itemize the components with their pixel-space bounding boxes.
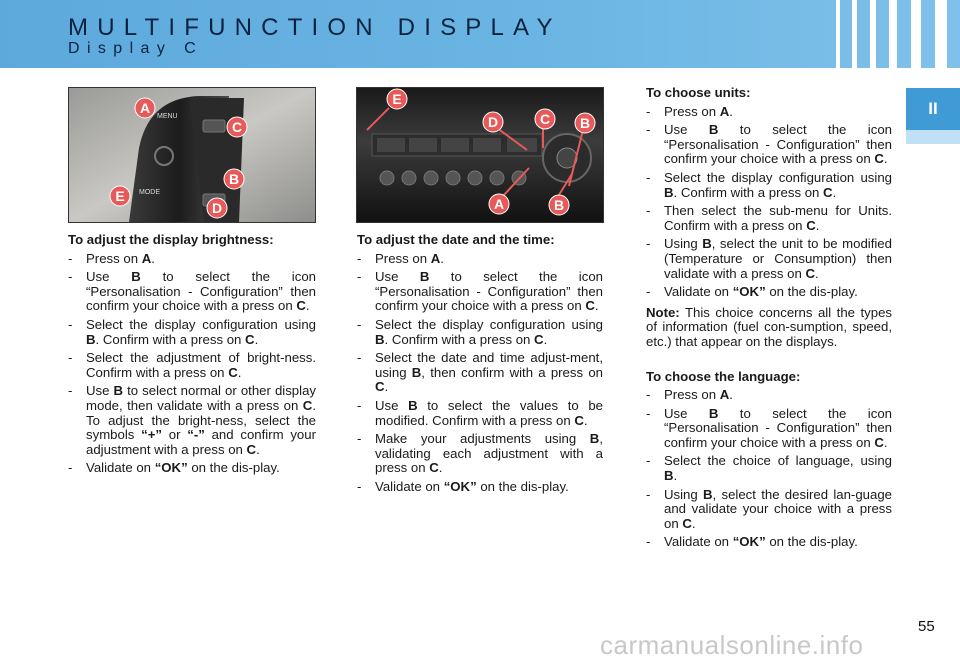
instruction-step: - Make your adjustments using B, validating each adjustment with a press on C. xyxy=(357,431,603,476)
page-number: 55 xyxy=(918,618,935,635)
key-reference: A xyxy=(719,387,730,403)
key-reference: B xyxy=(408,397,418,413)
key-reference: “OK” xyxy=(732,284,766,300)
instruction-step: - Use B to select the icon “Personalisation - Configuration” then confirm your choice with a press on C. xyxy=(68,269,316,314)
callout-b xyxy=(224,169,244,189)
callout-b xyxy=(575,113,595,133)
key-reference: C xyxy=(823,184,833,200)
menu-label: MENU xyxy=(157,113,178,120)
key-reference: C xyxy=(246,441,257,457)
instruction-step: - Using B, select the desired lan-guage and validate your choice with a press on C. xyxy=(646,486,892,531)
instruction-step: - Validate on “OK” on the dis-play. xyxy=(357,478,569,494)
stalk-control-illustration xyxy=(69,88,315,222)
dashboard-controls-photo xyxy=(356,87,604,223)
callout-a xyxy=(135,98,155,118)
callout-d xyxy=(483,112,503,132)
svg-text:A: A xyxy=(139,100,151,116)
svg-text:A: A xyxy=(493,196,505,212)
key-reference: C xyxy=(302,397,313,413)
note-text: This choice concerns all the types of information (fuel con-sumption, speed, etc.) that appear on the displays. xyxy=(646,304,892,349)
key-reference: B xyxy=(708,405,719,421)
instruction-step: - Select the date and time adjust-ment, using B, then confirm with a press on C. xyxy=(357,350,603,395)
header-stripe xyxy=(935,0,947,68)
instruction-step: - Press on A. xyxy=(646,387,733,403)
key-reference: B xyxy=(86,331,96,347)
key-reference: B xyxy=(589,431,600,447)
key-reference: B xyxy=(664,468,674,484)
callout-a xyxy=(489,194,509,214)
instruction-step: - Use B to select the icon “Personalisation - Configuration” then confirm your choice with a press on C. xyxy=(646,122,892,167)
datetime-steps xyxy=(357,252,603,495)
key-reference: C xyxy=(805,265,816,281)
list-dash: - xyxy=(646,453,651,469)
header-stripe xyxy=(852,0,857,68)
list-dash: - xyxy=(68,316,73,332)
watermark: carmanualsonline.info xyxy=(600,630,864,660)
key-reference: “OK” xyxy=(732,534,766,550)
svg-text:B: B xyxy=(228,171,240,187)
callout-e xyxy=(110,186,130,206)
list-dash: - xyxy=(357,316,362,332)
callout-d xyxy=(207,198,227,218)
instruction-step: - Select the display configuration using B. Confirm with a press on C. xyxy=(68,316,316,347)
key-reference: “OK” xyxy=(443,478,477,494)
language-heading: To choose the language: xyxy=(646,368,801,384)
callout-c xyxy=(227,117,247,137)
list-dash: - xyxy=(646,534,651,550)
key-reference: C xyxy=(228,364,238,380)
key-reference: C xyxy=(874,151,884,167)
units-steps xyxy=(646,105,892,300)
list-dash: - xyxy=(646,284,651,300)
key-reference: C xyxy=(585,298,595,314)
key-reference: B xyxy=(411,364,422,380)
key-reference: B xyxy=(419,269,430,285)
key-reference: “-” xyxy=(187,427,205,443)
key-reference: B xyxy=(702,236,712,252)
key-reference: C xyxy=(806,217,816,233)
key-reference: C xyxy=(682,515,692,531)
key-reference: C xyxy=(245,331,255,347)
key-reference: A xyxy=(141,250,152,266)
key-reference: A xyxy=(719,103,730,119)
header-stripe xyxy=(870,0,876,68)
key-reference: B xyxy=(131,269,141,285)
list-dash: - xyxy=(68,350,73,366)
list-dash: - xyxy=(646,405,651,421)
key-reference: “OK” xyxy=(154,460,188,476)
units-heading: To choose units: xyxy=(646,85,751,100)
mode-label: MODE xyxy=(139,189,160,196)
list-dash: - xyxy=(646,122,651,138)
instruction-step: - Select the adjustment of bright-ness. Confirm with a press on C. xyxy=(68,350,316,380)
list-dash: - xyxy=(646,236,651,252)
instruction-step: - Using B, select the unit to be modified (Temperature or Consumption) then validate with a press on C. xyxy=(646,236,892,281)
instruction-step: - Validate on “OK” on the dis-play. xyxy=(646,534,858,550)
key-reference: B xyxy=(113,383,124,399)
callout-e xyxy=(387,89,407,109)
section-tab xyxy=(906,88,960,130)
instruction-step: - Press on A. xyxy=(357,250,444,266)
instruction-step: - Validate on “OK” on the dis-play. xyxy=(646,284,858,300)
instruction-step: - Press on A. xyxy=(646,103,733,119)
list-dash: - xyxy=(357,350,362,366)
brightness-section xyxy=(68,233,316,480)
list-dash: - xyxy=(646,169,651,185)
key-reference: B xyxy=(708,122,719,138)
callout-c xyxy=(535,109,555,129)
instruction-step: - Select the display configuration using B. Confirm with a press on C. xyxy=(357,316,603,347)
svg-text:C: C xyxy=(539,111,551,127)
key-reference: C xyxy=(375,379,385,395)
list-dash: - xyxy=(68,460,73,476)
stalk-control-photo xyxy=(68,87,316,223)
units-section xyxy=(646,86,892,554)
instruction-step: - Use B to select the icon “Personalisation - Configuration” then confirm your choice with a press on C. xyxy=(646,405,892,450)
key-reference: “+” xyxy=(141,427,163,443)
key-reference: C xyxy=(874,434,884,450)
key-reference: A xyxy=(430,250,441,266)
units-note xyxy=(646,306,892,350)
callout-b-lower xyxy=(549,195,569,215)
svg-text:D: D xyxy=(487,114,499,130)
list-dash: - xyxy=(357,250,362,266)
instruction-step: - Press on A. xyxy=(68,250,155,266)
page-subtitle: Display C xyxy=(68,40,204,57)
svg-text:B: B xyxy=(553,197,565,213)
instruction-step: - Use B to select normal or other display mode, then validate with a press on C. To adjust the bright-ness, select the symbols “+” or “-” and confirm your adjustment with a press on C. xyxy=(68,383,316,457)
datetime-section xyxy=(357,233,603,499)
key-reference: B xyxy=(664,184,674,200)
svg-text:C: C xyxy=(231,119,243,135)
list-dash: - xyxy=(68,250,73,266)
key-reference: C xyxy=(574,412,584,428)
key-reference: C xyxy=(429,460,439,476)
list-dash: - xyxy=(646,203,651,219)
dashboard-controls-illustration xyxy=(357,88,603,222)
page-header xyxy=(0,0,960,68)
list-dash: - xyxy=(646,387,651,403)
list-dash: - xyxy=(357,397,362,413)
list-dash: - xyxy=(357,269,362,285)
section-tab-label: II xyxy=(928,99,938,118)
language-steps xyxy=(646,388,892,550)
key-reference: C xyxy=(296,298,306,314)
page-title: MULTIFUNCTION DISPLAY xyxy=(68,14,562,41)
svg-text:D: D xyxy=(211,200,223,216)
instruction-step: - Use B to select the values to be modified. Confirm with a press on C. xyxy=(357,397,603,428)
key-reference: C xyxy=(534,331,544,347)
svg-text:E: E xyxy=(392,91,402,107)
brightness-steps xyxy=(68,252,316,476)
instruction-step: - Use B to select the icon “Personalisation - Configuration” then confirm your choice with a press on C. xyxy=(357,269,603,314)
instruction-step: - Select the display configuration using B. Confirm with a press on C. xyxy=(646,169,892,200)
list-dash: - xyxy=(646,486,651,502)
list-dash: - xyxy=(357,478,362,494)
header-stripe xyxy=(836,0,840,68)
brightness-heading: To adjust the display brightness: xyxy=(68,232,274,247)
instruction-step: - Select the choice of language, using B. xyxy=(646,453,892,484)
list-dash: - xyxy=(68,269,73,285)
list-dash: - xyxy=(646,103,651,119)
list-dash: - xyxy=(68,383,73,399)
list-dash: - xyxy=(357,431,362,447)
section-tab-shadow xyxy=(906,130,960,144)
datetime-heading: To adjust the date and the time: xyxy=(357,232,555,247)
instruction-step: - Then select the sub-menu for Units. Confirm with a press on C. xyxy=(646,203,892,233)
svg-text:E: E xyxy=(115,188,125,204)
note-label: Note: xyxy=(646,304,680,320)
key-reference: B xyxy=(703,486,713,502)
svg-text:B: B xyxy=(579,115,591,131)
header-stripe xyxy=(911,0,921,68)
key-reference: B xyxy=(375,331,385,347)
header-stripe xyxy=(889,0,897,68)
instruction-step: - Validate on “OK” on the dis-play. xyxy=(68,460,280,476)
